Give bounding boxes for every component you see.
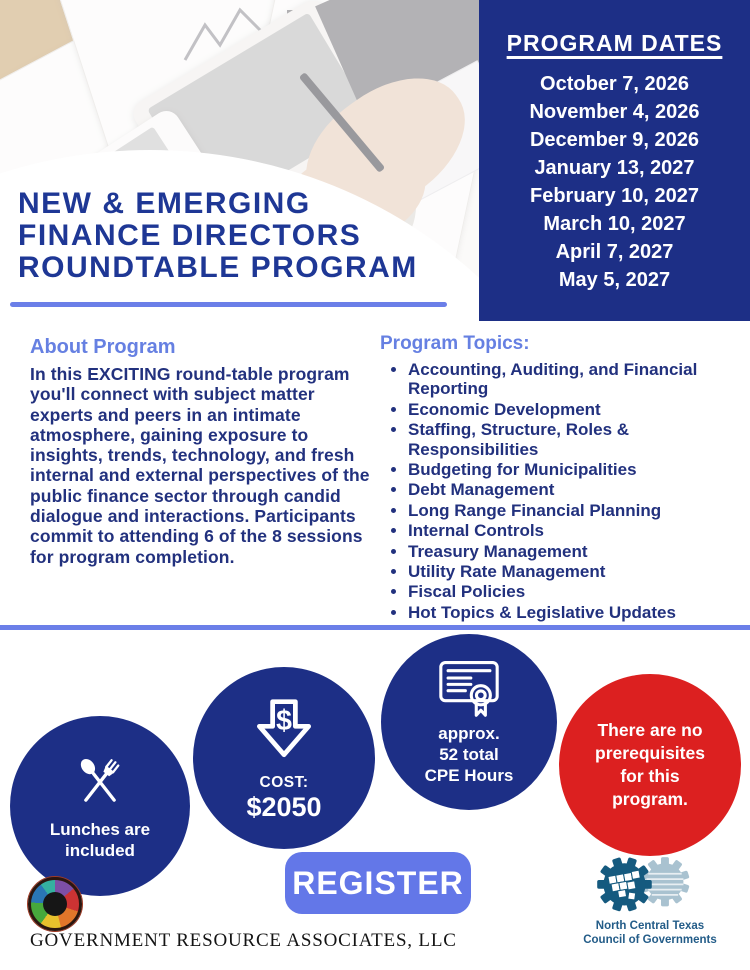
page-title [18, 188, 418, 284]
prerequisites-badge [559, 674, 741, 856]
prerequisites-line: prerequisites [595, 743, 705, 763]
topic-item: • Fiscal Policies [408, 582, 745, 601]
topic-item: • Hot Topics & Legislative Updates [408, 603, 745, 622]
lunch-badge-label [50, 819, 150, 861]
page-title-line1: NEW & EMERGING [18, 187, 311, 220]
page-title-line2: FINANCE DIRECTORS [18, 219, 362, 252]
topic-item: • Internal Controls [408, 521, 745, 540]
topics-section [380, 333, 745, 623]
section-divider [0, 625, 750, 630]
cost-badge-value: $2050 [246, 791, 322, 822]
topic-item: • Accounting, Auditing, and Financial Reporting [408, 360, 745, 399]
cost-badge [193, 667, 375, 849]
topics-list [380, 360, 745, 622]
dollar-sign: $ [276, 704, 292, 737]
program-date: January 13, 2027 [534, 157, 695, 179]
topic-item: • Economic Development [408, 400, 745, 419]
program-date: December 9, 2026 [529, 129, 699, 151]
program-date: March 10, 2027 [543, 213, 686, 235]
cpe-badge-line: CPE Hours [424, 766, 514, 785]
topics-heading: Program Topics: [380, 333, 530, 354]
title-underline [10, 302, 447, 307]
topic-item: • Utility Rate Management [408, 562, 745, 581]
prerequisites-label [595, 719, 705, 811]
about-body: In this EXCITING round-table program you'll connect with subject matter experts and peers in an intimate atmosphere, gaining exposure to insights, trends, technology, and fresh internal and external perspectives of the public finance sector through candid dialogue and interactions. Participants commit to attending 6 of the 8 sessions for program completion. [30, 364, 370, 567]
program-date: November 4, 2026 [529, 101, 700, 123]
nctcog-name-line2: Council of Governments [583, 934, 717, 946]
register-button[interactable]: REGISTER [285, 852, 471, 914]
lunch-badge [10, 716, 190, 896]
program-dates-title: PROGRAM DATES [506, 30, 723, 56]
prerequisites-line: There are no [597, 720, 703, 740]
cpe-badge [381, 634, 557, 810]
topic-item: • Staffing, Structure, Roles & Responsibilities [408, 420, 745, 459]
prerequisites-line: for this [620, 766, 680, 786]
certificate-icon [436, 658, 502, 718]
about-section [30, 336, 380, 567]
program-date: February 10, 2027 [530, 185, 699, 207]
lunch-badge-line: Lunches are [49, 820, 151, 839]
program-date: October 7, 2026 [540, 73, 689, 95]
about-heading: About Program [30, 336, 176, 358]
cpe-badge-line: 52 total [439, 745, 499, 764]
gra-aperture-logo-icon [28, 877, 82, 931]
lunch-badge-line: included [65, 841, 135, 860]
dollar-download-icon [248, 694, 320, 770]
topic-item: • Debt Management [408, 480, 745, 499]
cost-badge-label: COST: [259, 773, 309, 791]
topic-item: • Long Range Financial Planning [408, 501, 745, 520]
program-dates-panel [479, 0, 750, 321]
cpe-badge-label [425, 723, 514, 786]
topic-item: • Treasury Management [408, 542, 745, 561]
fork-spoon-icon [71, 751, 129, 813]
program-dates-list [479, 70, 750, 294]
program-date: May 5, 2027 [558, 269, 671, 291]
nctcog-gears-icon [584, 855, 716, 919]
topic-item: • Budgeting for Municipalities [408, 460, 745, 479]
gra-company-name: GOVERNMENT RESOURCE ASSOCIATES, LLC [30, 930, 457, 951]
page-title-line3: ROUNDTABLE PROGRAM [18, 251, 418, 284]
program-date: April 7, 2027 [555, 241, 674, 263]
nctcog-logo [555, 855, 745, 947]
nctcog-name-line1: North Central Texas [595, 920, 705, 932]
cpe-badge-line: approx. [438, 724, 500, 743]
prerequisites-line: program. [612, 789, 688, 809]
